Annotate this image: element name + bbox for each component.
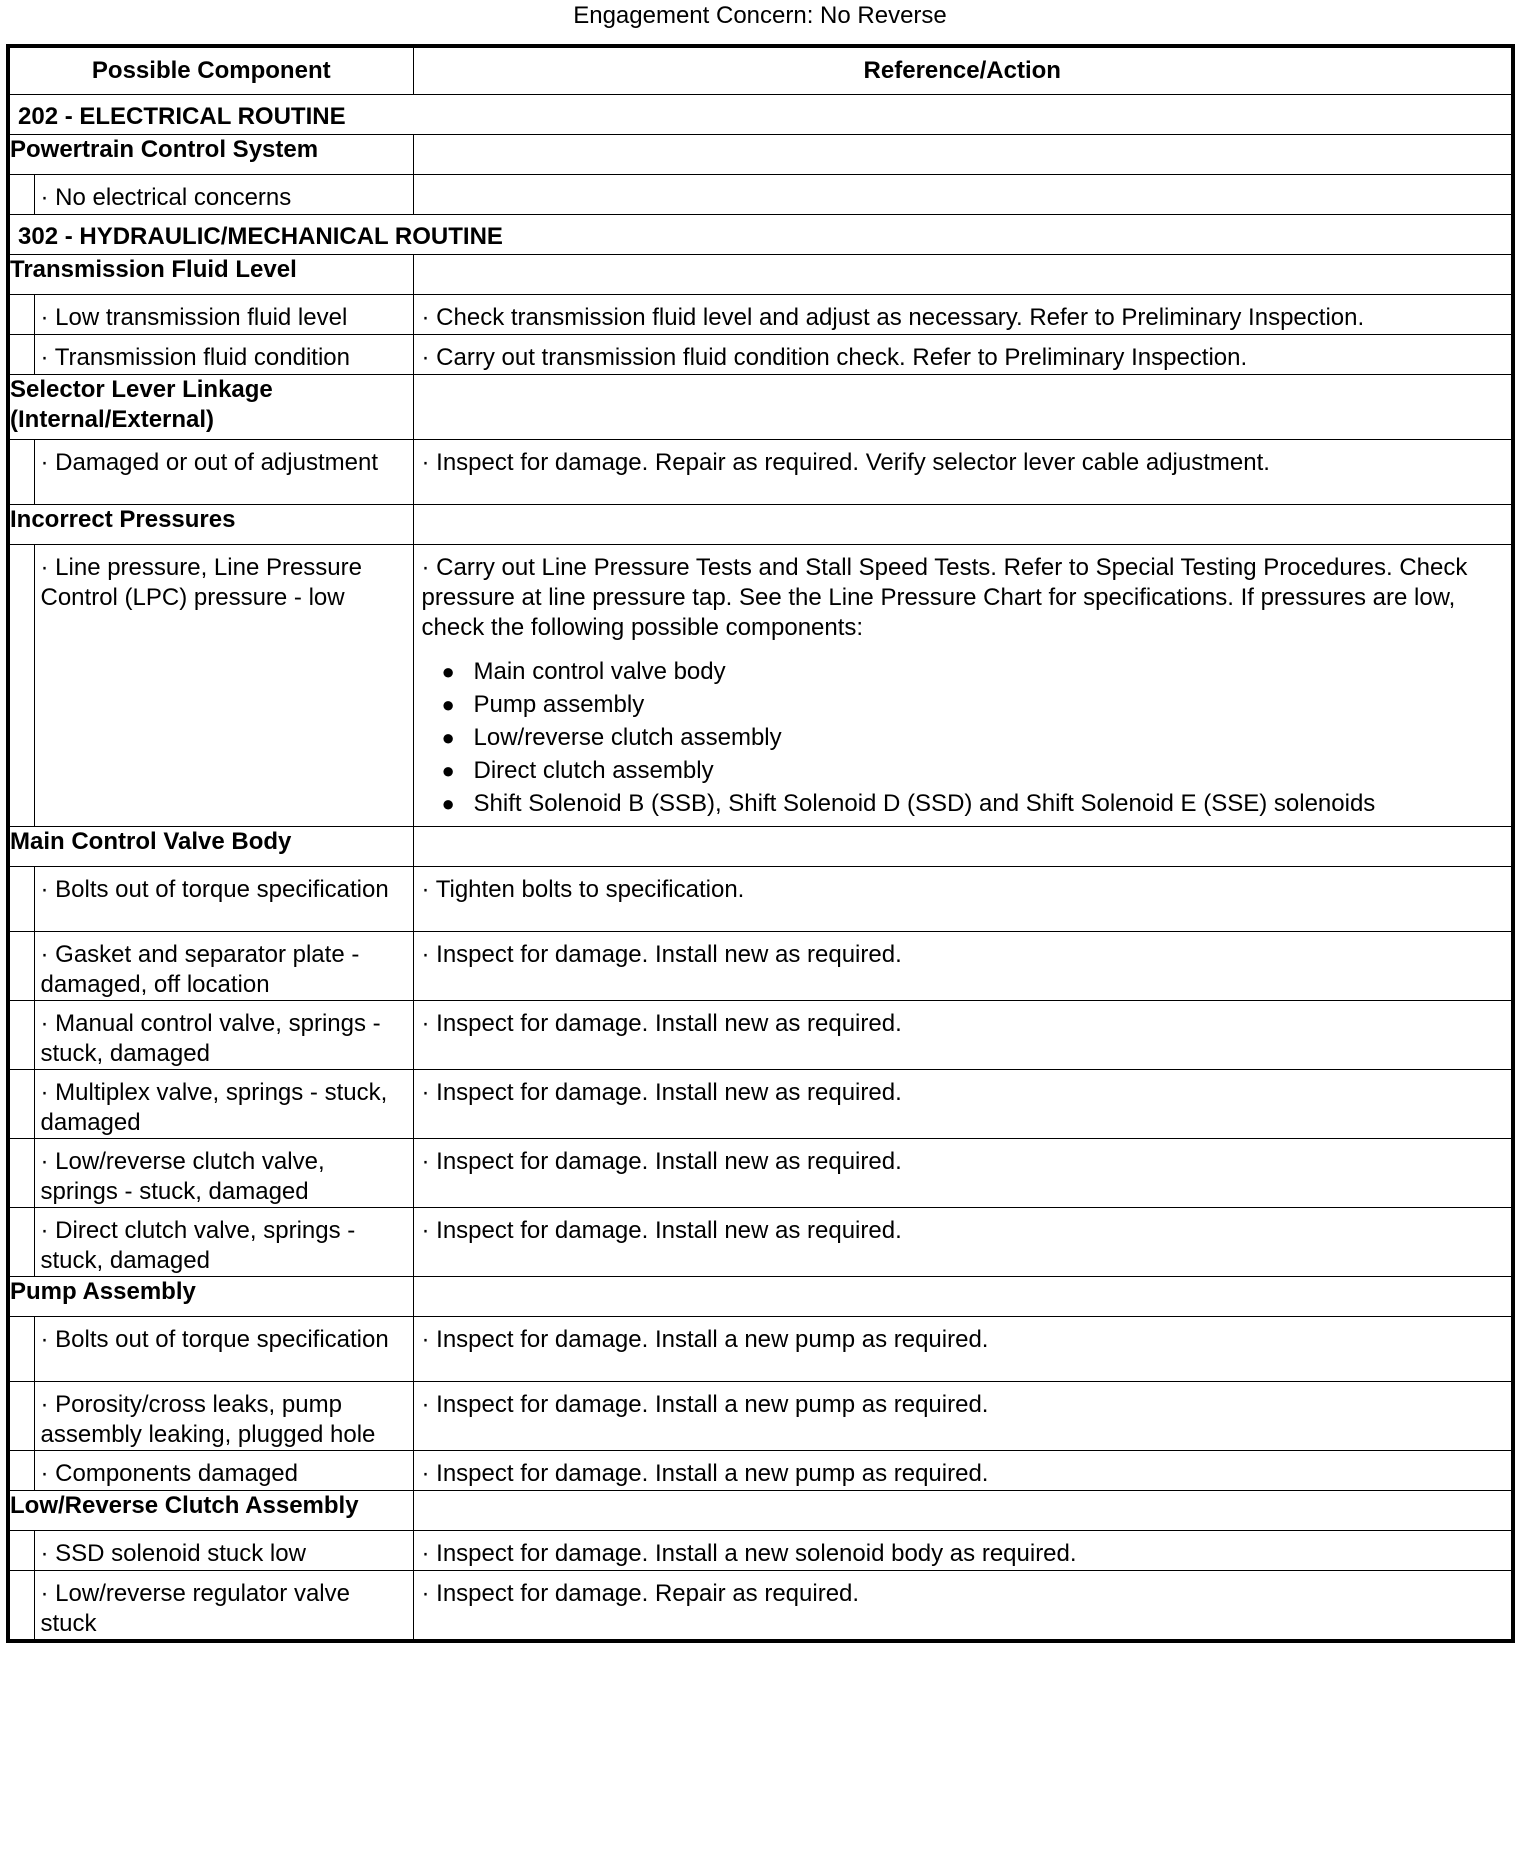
action-cell <box>413 1317 1513 1382</box>
category-heading: Selector Lever Linkage (Internal/External) <box>8 375 413 440</box>
action-cell <box>413 1070 1513 1139</box>
table-row <box>8 1208 1513 1277</box>
component-cell: · Gasket and separator plate - damaged, off location <box>34 932 413 1001</box>
bullet-item: ● Main control valve body <box>442 655 1504 688</box>
table-row <box>8 295 1513 335</box>
action-text: · Inspect for damage. Install new as required. <box>421 1010 902 1037</box>
action-text: · Inspect for damage. Install a new solenoid body as required. <box>421 1540 1077 1567</box>
indent-cell <box>8 1001 34 1070</box>
indent-cell <box>8 1571 34 1642</box>
table-row <box>8 1451 1513 1491</box>
action-text: · Inspect for damage. Repair as required. Verify selector lever cable adjustment. <box>421 449 1270 476</box>
indent-cell <box>8 1382 34 1451</box>
category-action-cell <box>413 375 1513 440</box>
action-text: · Check transmission fluid level and adjust as necessary. Refer to Preliminary Inspection. <box>421 304 1365 331</box>
indent-cell <box>8 1208 34 1277</box>
bullet-item: ● Pump assembly <box>442 688 1504 721</box>
category-heading: Main Control Valve Body <box>8 827 413 867</box>
category-row <box>8 1277 1513 1317</box>
category-row <box>8 135 1513 175</box>
indent-cell <box>8 175 34 215</box>
table-body <box>8 95 1513 1642</box>
bullet-item: ● Direct clutch assembly <box>442 754 1504 787</box>
component-cell: · Line pressure, Line Pressure Control (LPC) pressure - low <box>34 545 413 827</box>
action-cell <box>413 545 1513 827</box>
action-cell <box>413 1531 1513 1571</box>
table-row <box>8 1382 1513 1451</box>
indent-cell <box>8 1139 34 1208</box>
action-text: · Inspect for damage. Install new as required. <box>421 941 902 968</box>
indent-cell <box>8 1070 34 1139</box>
component-cell: · Components damaged <box>34 1451 413 1491</box>
category-heading: Powertrain Control System <box>8 135 413 175</box>
table-row <box>8 545 1513 827</box>
component-cell: · No electrical concerns <box>34 175 413 215</box>
table-row <box>8 1139 1513 1208</box>
category-action-cell <box>413 1277 1513 1317</box>
action-text: · Inspect for damage. Install new as required. <box>421 1079 902 1106</box>
category-row <box>8 255 1513 295</box>
section-row <box>8 215 1513 255</box>
indent-cell <box>8 932 34 1001</box>
action-cell <box>413 1208 1513 1277</box>
category-action-cell <box>413 255 1513 295</box>
table-row <box>8 440 1513 505</box>
action-cell <box>413 1001 1513 1070</box>
action-cell <box>413 335 1513 375</box>
component-cell: · Damaged or out of adjustment <box>34 440 413 505</box>
component-cell: · Low transmission fluid level <box>34 295 413 335</box>
category-row <box>8 827 1513 867</box>
component-cell: · Multiplex valve, springs - stuck, damaged <box>34 1070 413 1139</box>
table-row <box>8 1317 1513 1382</box>
indent-cell <box>8 440 34 505</box>
table-row <box>8 932 1513 1001</box>
bullet-item: ● Shift Solenoid B (SSB), Shift Solenoid D (SSD) and Shift Solenoid E (SSE) solenoids <box>442 787 1504 820</box>
component-cell: · Bolts out of torque specification <box>34 1317 413 1382</box>
action-cell <box>413 1571 1513 1642</box>
table-row <box>8 335 1513 375</box>
component-cell: · Transmission fluid condition <box>34 335 413 375</box>
section-row <box>8 95 1513 135</box>
action-cell <box>413 1451 1513 1491</box>
header-possible-component: Possible Component <box>8 46 413 95</box>
action-cell <box>413 1382 1513 1451</box>
indent-cell <box>8 545 34 827</box>
indent-cell <box>8 1317 34 1382</box>
category-action-cell <box>413 1491 1513 1531</box>
action-text: · Inspect for damage. Install a new pump as required. <box>421 1326 989 1353</box>
indent-cell <box>8 335 34 375</box>
action-text: · Tighten bolts to specification. <box>421 876 745 903</box>
action-cell <box>413 867 1513 932</box>
action-cell <box>413 1139 1513 1208</box>
action-text: · Inspect for damage. Install new as required. <box>421 1148 902 1175</box>
indent-cell <box>8 295 34 335</box>
component-cell: · Direct clutch valve, springs - stuck, damaged <box>34 1208 413 1277</box>
category-row <box>8 1491 1513 1531</box>
category-row <box>8 505 1513 545</box>
table-row <box>8 1070 1513 1139</box>
table-row <box>8 1571 1513 1642</box>
category-row <box>8 375 1513 440</box>
category-heading: Low/Reverse Clutch Assembly <box>8 1491 413 1531</box>
section-heading: 302 - HYDRAULIC/MECHANICAL ROUTINE <box>8 215 1513 255</box>
bullet-item: ● Low/reverse clutch assembly <box>442 721 1504 754</box>
component-cell: · Manual control valve, springs - stuck, damaged <box>34 1001 413 1070</box>
header-reference-action: Reference/Action <box>413 46 1513 95</box>
component-bullet-list <box>442 655 1504 820</box>
page-caption: Engagement Concern: No Reverse <box>573 2 947 29</box>
action-cell <box>413 295 1513 335</box>
indent-cell <box>8 867 34 932</box>
diagnostic-table <box>6 44 1515 1643</box>
component-cell: · Low/reverse clutch valve, springs - stuck, damaged <box>34 1139 413 1208</box>
action-cell <box>413 932 1513 1001</box>
category-action-cell <box>413 827 1513 867</box>
component-cell: · Low/reverse regulator valve stuck <box>34 1571 413 1642</box>
action-text: · Inspect for damage. Install a new pump as required. <box>421 1391 989 1418</box>
action-text: · Inspect for damage. Install new as required. <box>421 1217 902 1244</box>
action-text: · Carry out transmission fluid condition check. Refer to Preliminary Inspection. <box>421 344 1248 371</box>
category-heading: Incorrect Pressures <box>8 505 413 545</box>
category-heading: Pump Assembly <box>8 1277 413 1317</box>
component-cell: · Porosity/cross leaks, pump assembly leaking, plugged hole <box>34 1382 413 1451</box>
category-action-cell <box>413 505 1513 545</box>
table-header-row <box>8 46 1513 95</box>
section-heading: 202 - ELECTRICAL ROUTINE <box>8 95 1513 135</box>
table-row <box>8 1001 1513 1070</box>
action-cell <box>413 440 1513 505</box>
category-action-cell <box>413 135 1513 175</box>
component-cell: · SSD solenoid stuck low <box>34 1531 413 1571</box>
table-row <box>8 175 1513 215</box>
table-row <box>8 1531 1513 1571</box>
category-heading: Transmission Fluid Level <box>8 255 413 295</box>
indent-cell <box>8 1451 34 1491</box>
action-text: · Inspect for damage. Repair as required. <box>421 1580 860 1607</box>
component-cell: · Bolts out of torque specification <box>34 867 413 932</box>
indent-cell <box>8 1531 34 1571</box>
table-row <box>8 867 1513 932</box>
action-cell <box>413 175 1513 215</box>
action-text: · Inspect for damage. Install a new pump as required. <box>421 1460 989 1487</box>
action-text: · Carry out Line Pressure Tests and Stall Speed Tests. Refer to Special Testing Procedures. Check pressure at line pressure tap. See the Line Pressure Chart for specifications. If pressures are low, check the following possible components: <box>421 554 1468 641</box>
